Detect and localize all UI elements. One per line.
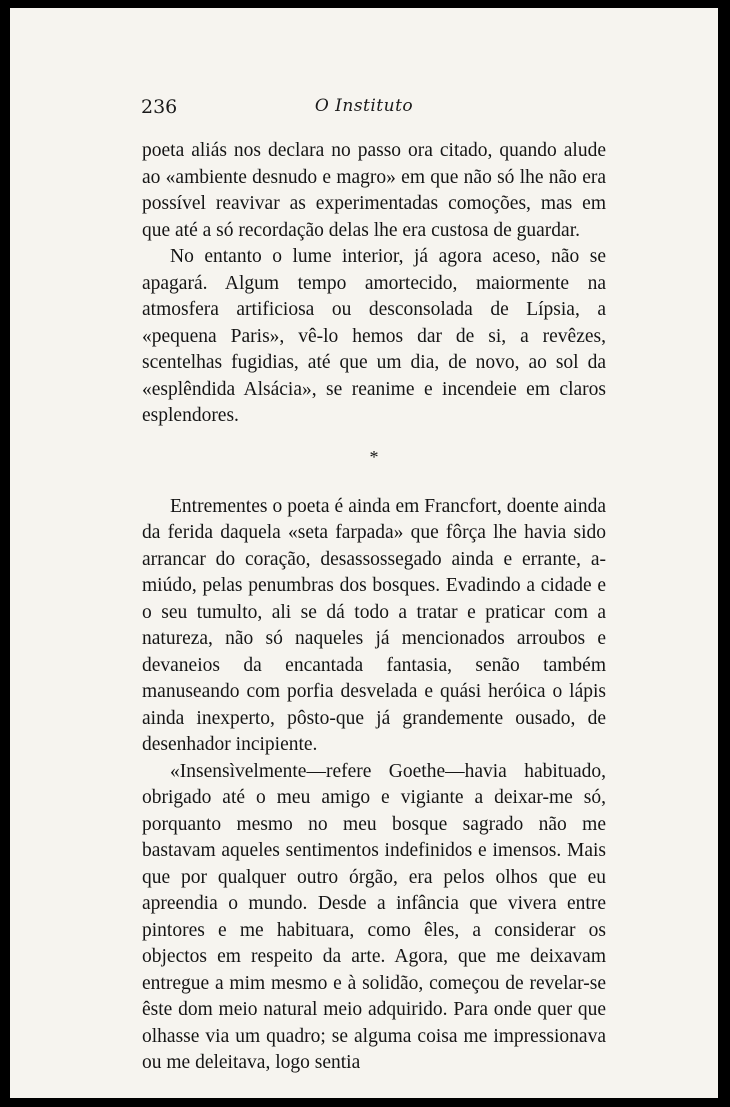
book-page (10, 8, 718, 1098)
body-text (142, 138, 606, 1077)
page-number: 236 (141, 96, 178, 118)
running-title: O Instituto (314, 96, 414, 116)
paragraph-3: Entrementes o poeta é ainda em Francfort, doente ainda da ferida daquela «seta farpada» que fôrça lhe havia sido arrancar do coração, desassossegado ainda e errante, a-miúdo, pelas penumbras dos bosques. Evadindo a cidade e o seu tumulto, ali se dá todo a tratar e praticar com a natureza, não só naqueles já mencionados arroubos e devaneios da encantada fantasia, senão também manuseando com porfia desvelada e quási heróica o lápis ainda inexperto, pôsto-que já grandemente ousado, de desenhador incipiente. (142, 495, 606, 755)
section-separator: * (369, 446, 379, 467)
page-header (10, 96, 718, 126)
paragraph-1: poeta aliás nos declara no passo ora citado, quando alude ao «ambiente desnudo e magro» em que não só lhe não era possível reavivar as experimentadas comoções, mas em que até a só recordação delas lhe era custosa de guardar. (142, 140, 606, 241)
paragraph-2: No entanto o lume interior, já agora aceso, não se apagará. Algum tempo amortecido, maiormente na atmosfera artificiosa ou desconsolada de Lípsia, a «pequena Paris», vê-lo hemos dar de si, a revêzes, scentelhas fugidias, até que um dia, de novo, ao sol da «esplêndida Alsácia», se reanime e incendeie em claros esplendores. (142, 246, 606, 426)
paragraph-4: «Insensìvelmente—refere Goethe—havia habituado, obrigado até o meu amigo e vigiante a deixar-me só, porquanto mesmo no meu bosque sagrado não me bastavam aqueles sentimentos indefinidos e imensos. Mais que por qualquer outro órgão, era pelos olhos que eu apreendia o mundo. Desde a infância que vivera entre pintores e me habituara, como êles, a considerar os objectos em respeito da arte. Agora, que me deixavam entregue a mim mesmo e à solidão, começou de revelar-se êste dom meio natural meio adquirido. Para onde quer que olhasse via um quadro; se alguma coisa me impressionava ou me deleitava, logo sentia (142, 760, 606, 1073)
